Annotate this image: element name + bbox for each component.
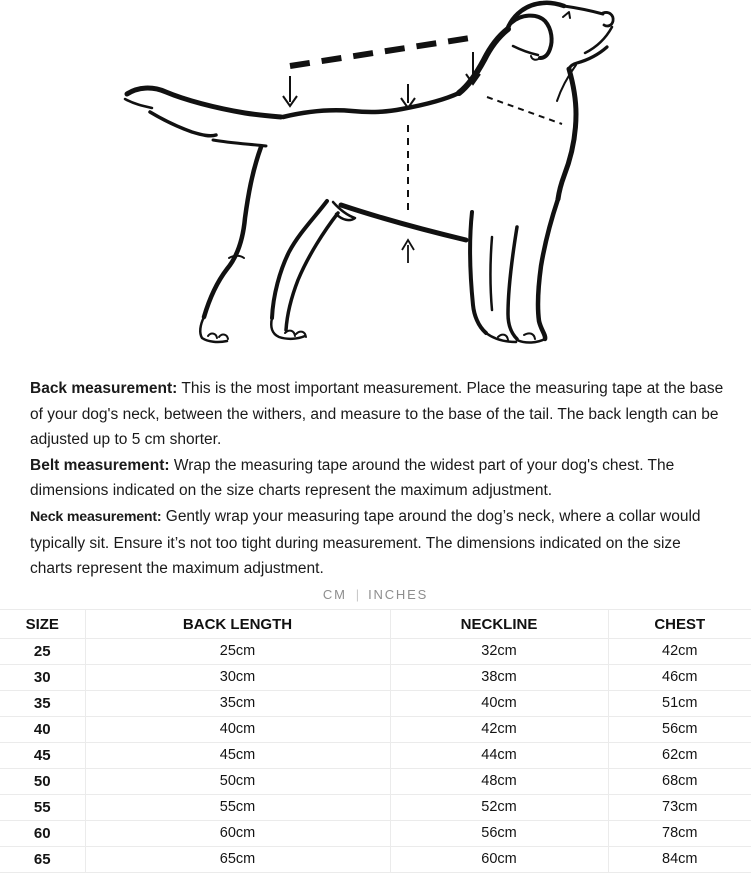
- cell-back_length: 45cm: [85, 742, 390, 768]
- column-header-size: SIZE: [0, 609, 85, 638]
- cell-chest: 84cm: [608, 846, 751, 872]
- table-row: [0, 664, 751, 690]
- cell-back_length: 65cm: [85, 846, 390, 872]
- table-row: [0, 638, 751, 664]
- dog-diagram-svg: [0, 0, 751, 372]
- unit-toggle-separator: |: [355, 586, 360, 602]
- column-header-back-length: BACK LENGTH: [85, 609, 390, 638]
- cell-neckline: 52cm: [390, 794, 608, 820]
- neck-measurement-text: Gently wrap your measuring tape around the dog’s neck, where a collar would typically sit. Ensure it’s not too tight during measurement. The dimensions indicated on the size charts represent the maximum adjustment.: [30, 507, 701, 578]
- cell-chest: 56cm: [608, 716, 751, 742]
- cell-chest: 62cm: [608, 742, 751, 768]
- unit-option-cm[interactable]: CM: [322, 586, 347, 602]
- unit-option-inches[interactable]: INCHES: [368, 586, 429, 602]
- cell-size: 25: [0, 638, 85, 664]
- cell-chest: 46cm: [608, 664, 751, 690]
- table-row: [0, 690, 751, 716]
- size-table-body: [0, 638, 751, 872]
- cell-neckline: 42cm: [390, 716, 608, 742]
- cell-size: 35: [0, 690, 85, 716]
- cell-neckline: 44cm: [390, 742, 608, 768]
- cell-back_length: 60cm: [85, 820, 390, 846]
- cell-chest: 42cm: [608, 638, 751, 664]
- cell-neckline: 32cm: [390, 638, 608, 664]
- dog-eye: [563, 12, 570, 18]
- cell-neckline: 56cm: [390, 820, 608, 846]
- down-arrow-icon: [401, 84, 415, 108]
- measurement-guide: [0, 372, 751, 582]
- back-measurement-paragraph: [30, 376, 725, 453]
- back-measurement-label: Back measurement:: [30, 380, 178, 397]
- cell-neckline: 60cm: [390, 846, 608, 872]
- cell-chest: 78cm: [608, 820, 751, 846]
- cell-back_length: 25cm: [85, 638, 390, 664]
- belt-measurement-text: Wrap the measuring tape around the widest part of your dog's chest. The dimensions indicated on the size charts represent the maximum adjustment.: [30, 456, 675, 500]
- size-table-header: [0, 609, 751, 638]
- table-row: [0, 820, 751, 846]
- cell-chest: 68cm: [608, 768, 751, 794]
- cell-size: 30: [0, 664, 85, 690]
- cell-neckline: 38cm: [390, 664, 608, 690]
- cell-back_length: 50cm: [85, 768, 390, 794]
- cell-neckline: 48cm: [390, 768, 608, 794]
- belt-measurement-paragraph: [30, 453, 725, 504]
- neck-measurement-paragraph: [30, 504, 725, 582]
- table-row: [0, 742, 751, 768]
- cell-size: 65: [0, 846, 85, 872]
- cell-size: 40: [0, 716, 85, 742]
- back-length-dashed-line: [290, 38, 470, 66]
- cell-chest: 51cm: [608, 690, 751, 716]
- column-header-neckline: NECKLINE: [390, 609, 608, 638]
- cell-neckline: 40cm: [390, 690, 608, 716]
- table-row: [0, 716, 751, 742]
- down-arrow-icon: [283, 76, 297, 106]
- cell-back_length: 55cm: [85, 794, 390, 820]
- size-table: [0, 609, 751, 873]
- unit-toggle: [0, 587, 751, 602]
- table-row: [0, 768, 751, 794]
- cell-back_length: 30cm: [85, 664, 390, 690]
- table-row: [0, 794, 751, 820]
- neck-measurement-label: Neck measurement:: [30, 508, 162, 525]
- cell-size: 50: [0, 768, 85, 794]
- cell-size: 55: [0, 794, 85, 820]
- dog-ear: [511, 16, 552, 60]
- neck-dashed-line: [487, 97, 562, 124]
- cell-back_length: 35cm: [85, 690, 390, 716]
- dog-nose: [603, 12, 613, 25]
- cell-size: 60: [0, 820, 85, 846]
- cell-chest: 73cm: [608, 794, 751, 820]
- belt-measurement-label: Belt measurement:: [30, 456, 170, 474]
- table-row: [0, 846, 751, 872]
- cell-size: 45: [0, 742, 85, 768]
- dog-measurement-diagram: [0, 0, 751, 372]
- cell-back_length: 40cm: [85, 716, 390, 742]
- column-header-chest: CHEST: [608, 609, 751, 638]
- back-measurement-text: This is the most important measurement. Place the measuring tape at the base of your dog's neck, between the withers, and measure to the base of the tail. The back length can be adjusted up to 5 cm shorter.: [30, 380, 724, 449]
- up-arrow-icon: [402, 240, 414, 263]
